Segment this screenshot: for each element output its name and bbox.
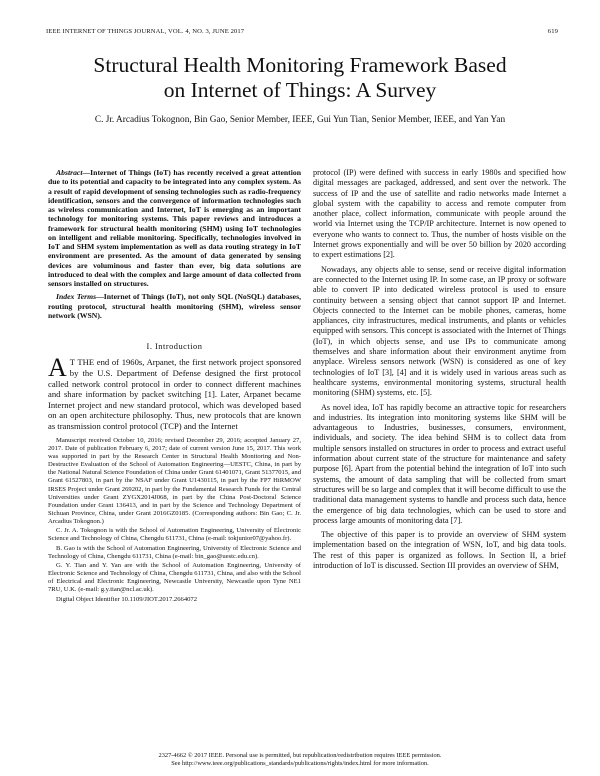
abstract-label: Abstract xyxy=(56,168,83,177)
footnote-author-gao: B. Gao is with the School of Automation Engineering, University of Electronic Science and Technology of China, Chengdu 611731, China (e-mail: bin_gao@uestc.edu.cn). xyxy=(48,544,301,560)
index-terms-label: Index Terms xyxy=(56,292,97,302)
right-column xyxy=(313,168,566,575)
section-heading-introduction: I. Introduction xyxy=(146,342,203,351)
journal-info: IEEE INTERNET OF THINGS JOURNAL, VOL. 4, NO. 3, JUNE 2017 xyxy=(46,28,245,35)
abstract xyxy=(48,168,301,288)
author-list: C. Jr. Arcadius Tokognon, Bin Gao, Senior Member, IEEE, Gui Yun Tian, Senior Member, IEEE, and Yan Yan xyxy=(94,115,506,125)
index-terms xyxy=(48,292,301,320)
body-paragraph: Nowadays, any objects able to sense, send or receive digital information are connected to the Internet using IP. In some case, an IP proxy or software able to convert IP into dedicated wireless protocol is used to ensure continuity between a sensing object that cannot support IP and Internet. Objects connected to the Internet can be mobile phones, cameras, home appliances, city infrastructures, medical instruments, and plants or vehicles equipped with sensors. This concept is associated with the Internet of Things (IoT), in which objects sense, and use IPs to communicate among themselves and share information about their environment anytime from anyplace. Wireless sensors network (WSN) is considered as one of key technologies of IoT [3], [4] and it is widely used in various areas such as healthcare systems, environmental monitoring systems, structural health monitoring (SHM) systems, etc. [5]. xyxy=(313,264,566,398)
page-number: 619 xyxy=(547,28,558,35)
footnote-manuscript: Manuscript received October 10, 2016; revised December 29, 2016; accepted January 27, 2017. Date of publication February 6, 2017; date of current version June 15, 2017. This work was supported in part by the Research Center in Structural Health Monitoring and Non-Destructive Evaluation of the School of Automation Engineering—UESTC, China, in part by the National Natural Science Foundation of China under Grant 61401071, Grant 51377015, and Grant 61527803, in part by the NSAF under Grant U1430115, in part by the FP7 HiRMOW IRSES Project under Grant 269202, in part by the Fundamental Research Funds for the Central Universities under Grant ZYGX2014J068, in part by the China Post-Doctoral Science Foundation under Grant 136413, and in part by the Science and Technology Department of Sichuan Province, China, under Grant 2016GZ0185. (Corresponding authors: Bin Gao; C. Jr. Arcadius Tokognon.) xyxy=(48,436,301,526)
footnotes xyxy=(48,437,301,604)
copyright-line-1: 2327-4662 © 2017 IEEE. Personal use is permitted, but republication/redistribution requires IEEE permission. xyxy=(158,752,442,759)
intro-text: T THE end of 1960s, Arpanet, the first network project sponsored by the U.S. Department of Defense designed the first protocol called network control protocol in order to connect different machines and share information by packet switching [1]. Later, Arpanet became Internet project and new standard protocol, which was developed based on an open architecture philosophy. Thus, new protocols that are known as transmission control protocol (TCP) and the Internet xyxy=(48,357,301,432)
title-line-2: on Internet of Things: A Survey xyxy=(163,78,437,102)
copyright-notice xyxy=(40,752,560,768)
intro-paragraph xyxy=(48,353,301,432)
left-column xyxy=(48,168,301,605)
footnote-author-tokognon: C. Jr. A. Tokognon is with the School of Automation Engineering, University of Electronic Science and Technology of China, Chengdu 611731, China (e-mail: tokjunior07@yahoo.fr). xyxy=(48,527,301,543)
body-paragraph: As novel idea, IoT has rapidly become an attractive topic for researchers and industries. Its integration into monitoring systems like SHM will be advantageous to Industries, businesses, consumers, environment, individuals, and society. The idea behind SHM is to collect data from multiple sensors installed on structures in order to process and extract useful information about current state of the structure for maintenance and safety purpose [6]. Apart from the potential behind the integration of IoT into such systems, the amount of data sampling that will be collected from smart structures will be so large and complex that it will become difficult to use the traditional data management systems to handle and process such data, hence the emergence of big data technologies, which can be used to store and process large amounts of monitoring data [7]. xyxy=(313,402,566,525)
drop-cap: A xyxy=(48,353,67,383)
copyright-line-2: See http://www.ieee.org/publications_standards/publications/rights/index.html for more information. xyxy=(171,760,429,767)
paper-title xyxy=(40,53,560,103)
doi: Digital Object Identifier 10.1109/JIOT.2017.2664072 xyxy=(56,595,198,603)
body-paragraph: protocol (IP) were defined with success in early 1980s and specified how digital messages are packaged, addressed, and sent over the network. The success of IP and the use of satellite and radio networks made Internet a global system with the capability to access and remote computer from another place, collect information, communicate with people around the world via Internet using the TCP/IP architecture. Internet is now opened to everyone who wants to connect to. Thus, the number of hosts visible on the Internet grows exponentially and will be over 50 billion by 2020 according to expert estimations [2]. xyxy=(313,168,566,260)
index-terms-text: —Internet of Things (IoT), not only SQL (NoSQL) databases, routing protocol, structural health monitoring (SHM), wireless sensor network (WSN). xyxy=(48,292,301,320)
body-paragraph: The objective of this paper is to provide an overview of SHM system implementation based on the integration of WSN, IoT, and big data tools. The rest of this paper is organized as follows. In Section II, a brief introduction of IoT is discussed. Section III provides an overview of SHM, xyxy=(313,530,566,570)
title-line-1: Structural Health Monitoring Framework Based xyxy=(93,53,507,77)
abstract-text: —Internet of Things (IoT) has recently received a great attention due to its potential and capacity to be integrated into any complex system. As a result of rapid development of sensing technologies such as radio-frequency identification, sensors and the convergence of information technologies such as wireless communication and Internet, IoT is emerging as an important technology for monitoring systems. This paper reviews and introduces a framework for structural health monitoring (SHM) using IoT technologies on intelligent and reliable monitoring. Specifically, technologies involved in IoT and SHM system implementation as well as data routing strategy in IoT environment are presented. As the amount of data generated by sensing devices are voluminous and faster than ever, big data solutions are introduced to deal with the complex and large amount of data collected from sensors installed on structures. xyxy=(48,168,301,288)
footnote-author-tian-yan: G. Y. Tian and Y. Yan are with the School of Automation Engineering, University of Electronic Science and Technology of China, Chengdu 611731, China, and also with the School of Electrical and Electronic Engineering, Newcastle University, Newcastle upon Tyne NE1 7RU, U.K. (e-mail: g.y.tian@ncl.ac.uk). xyxy=(48,561,301,594)
